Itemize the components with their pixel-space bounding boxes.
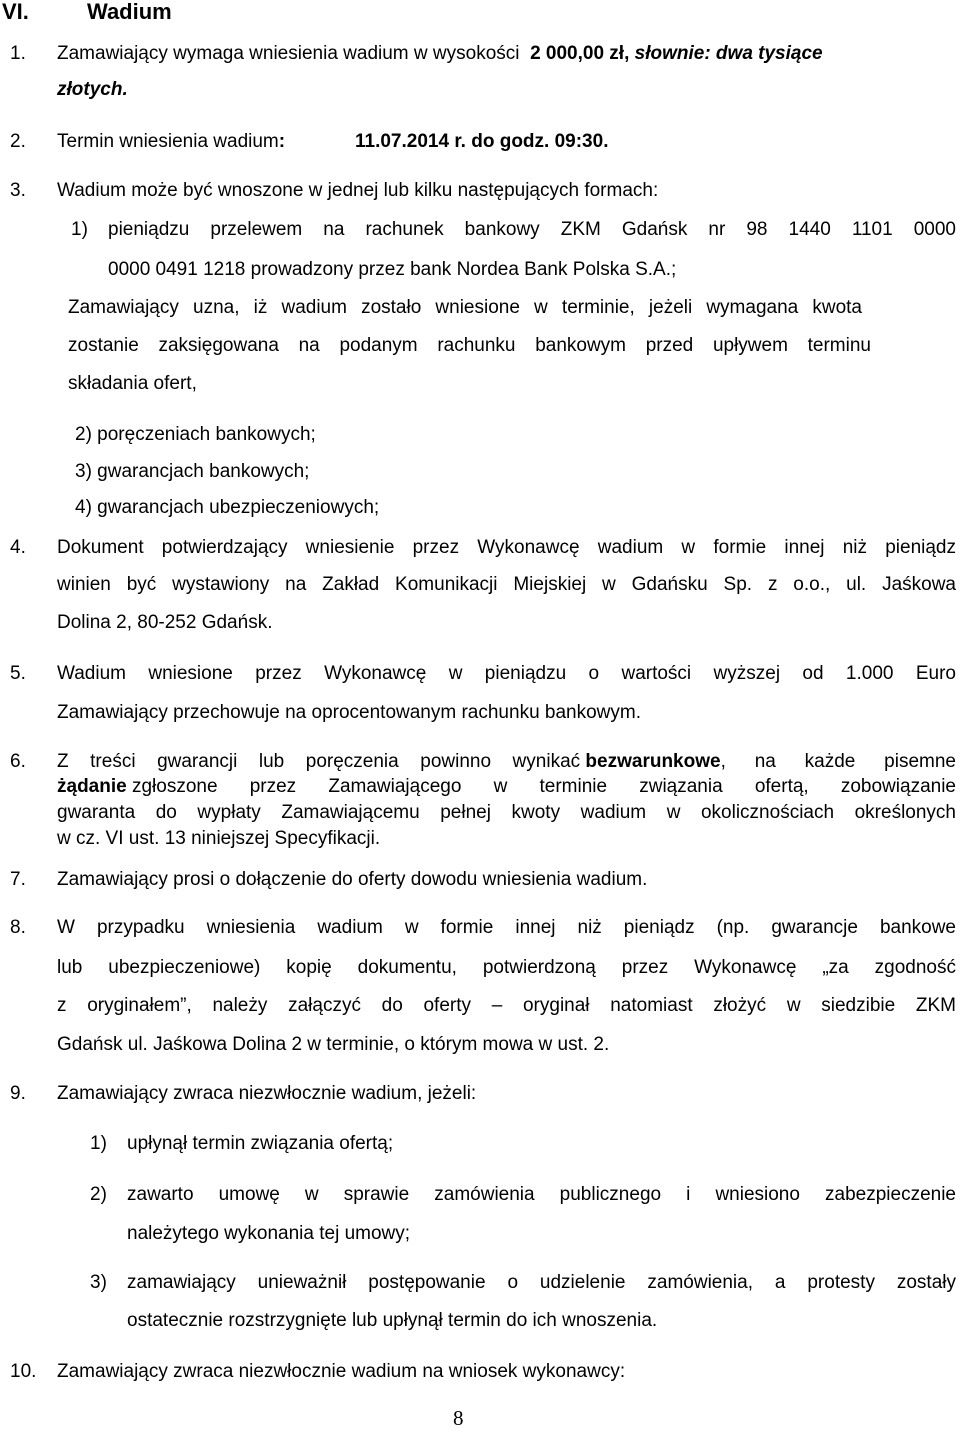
- item-1-amount: 2 000,00 zł,: [530, 43, 630, 64]
- item-3-note-line-3: składania ofert,: [68, 373, 197, 394]
- item-4-line-2: winien być wystawiony na Zakład Komunikacji Miejskiej w Gdańsku Sp. z o.o., ul. Jaśkowa: [57, 574, 956, 595]
- item-9-sub-1-number: 1): [90, 1133, 107, 1154]
- item-3-form-4: 4) gwarancjach ubezpieczeniowych;: [75, 497, 380, 518]
- section-number: VI.: [2, 0, 29, 24]
- item-3-form-1-number: 1): [71, 219, 88, 240]
- item-number-7: 7.: [10, 869, 26, 890]
- item-1-lead: Zamawiający wymaga wniesienia wadium w wysokości: [57, 43, 520, 64]
- item-8-line-3: z oryginałem”, należy załączyć do oferty – oryginał natomiast złożyć w siedzibie ZKM: [57, 995, 956, 1016]
- item-6-unconditional: bezwarunkowe: [585, 751, 721, 772]
- item-number-6: 6.: [10, 751, 26, 772]
- item-9-sub-2-line-2: należytego wykonania tej umowy;: [127, 1223, 411, 1244]
- item-9-sub-3-line-1: zamawiający unieważnił postępowanie o udzielenie zamówienia, a protesty zostały: [127, 1272, 956, 1293]
- item-2-lead: Termin wniesienia wadium: [57, 131, 279, 152]
- item-5-line-1: Wadium wniesione przez Wykonawcę w pieniądzu o wartości wyższej od 1.000 Euro: [57, 663, 956, 684]
- item-3-lead: Wadium może być wnoszone w jednej lub kilku następujących formach:: [57, 180, 659, 201]
- item-8-line-4: Gdańsk ul. Jaśkowa Dolina 2 w terminie, o którym mowa w ust. 2.: [57, 1034, 610, 1055]
- item-6-line-4: w cz. VI ust. 13 niniejszej Specyfikacji.: [57, 828, 381, 849]
- item-3-form-1-line-2: 0000 0491 1218 prowadzony przez bank Nordea Bank Polska S.A.;: [108, 259, 677, 280]
- item-number-1: 1.: [10, 43, 26, 64]
- item-10-line-1: Zamawiający zwraca niezwłocznie wadium na wniosek wykonawcy:: [57, 1361, 626, 1382]
- item-2-colon: :: [278, 131, 286, 152]
- item-number-3: 3.: [10, 180, 26, 201]
- item-9-sub-3-number: 3): [90, 1272, 107, 1293]
- page-number: 8: [453, 1406, 464, 1430]
- item-3-note-line-1: Zamawiający uzna, iż wadium zostało wniesione w terminie, jeżeli wymagana kwota: [68, 297, 862, 318]
- item-6-line-1: [57, 751, 956, 773]
- item-7-line-1: Zamawiający prosi o dołączenie do oferty dowodu wniesienia wadium.: [57, 869, 648, 890]
- item-9-sub-3-line-2: ostatecznie rozstrzygnięte lub upłynął termin do ich wnoszenia.: [127, 1310, 658, 1331]
- item-6-line-1-tail: , na każde pisemne: [720, 751, 956, 772]
- item-1-amount-words: słownie: dwa tysiące: [634, 43, 823, 64]
- item-6-line-3: gwaranta do wypłaty Zamawiającemu pełnej kwoty wadium w okolicznościach określonych: [57, 802, 956, 823]
- item-4-line-1: Dokument potwierdzający wniesienie przez Wykonawcę wadium w formie innej niż pieniądz: [57, 537, 956, 558]
- item-9-sub-2-line-1: zawarto umowę w sprawie zamówienia publicznego i wniesiono zabezpieczenie: [127, 1184, 956, 1205]
- item-1-line-1: [57, 43, 823, 65]
- item-number-5: 5.: [10, 663, 26, 684]
- item-8-line-2: lub ubezpieczeniowe) kopię dokumentu, potwierdzoną przez Wykonawcę „za zgodność: [57, 957, 956, 978]
- item-9-sub-1: upłynął termin związania ofertą;: [127, 1133, 394, 1154]
- item-3-note-line-2: zostanie zaksięgowana na podanym rachunku bankowym przed upływem terminu: [68, 335, 871, 356]
- item-number-9: 9.: [10, 1083, 26, 1104]
- item-number-10: 10.: [10, 1361, 37, 1382]
- item-1-line-2: złotych.: [57, 79, 128, 100]
- item-9-sub-2-number: 2): [90, 1184, 107, 1205]
- item-3-form-3: 3) gwarancjach bankowych;: [75, 461, 310, 482]
- section-title: Wadium: [87, 0, 172, 24]
- item-5-line-2: Zamawiający przechowuje na oprocentowanym rachunku bankowym.: [57, 702, 642, 723]
- item-number-2: 2.: [10, 131, 26, 152]
- item-number-4: 4.: [10, 537, 26, 558]
- item-6-line-1-lead: Z treści gwarancji lub poręczenia powinno wynikać: [57, 751, 581, 772]
- item-8-line-1: W przypadku wniesienia wadium w formie innej niż pieniądz (np. gwarancje bankowe: [57, 917, 956, 938]
- item-4-line-3: Dolina 2, 80-252 Gdańsk.: [57, 612, 273, 633]
- item-3-form-2: 2) poręczeniach bankowych;: [75, 424, 316, 445]
- item-2-line-1: [57, 131, 285, 153]
- item-number-8: 8.: [10, 917, 26, 938]
- item-2-date: 11.07.2014 r. do godz. 09:30.: [355, 131, 609, 152]
- item-6-line-2-rest: zgłoszone przez Zamawiającego w terminie związania ofertą, zobowiązanie: [131, 776, 956, 797]
- item-9-lead: Zamawiający zwraca niezwłocznie wadium, jeżeli:: [57, 1083, 477, 1104]
- item-6-demand: żądanie: [57, 776, 127, 797]
- item-6-line-2: [57, 776, 956, 798]
- item-3-form-1-line-1: pieniądzu przelewem na rachunek bankowy ZKM Gdańsk nr 98 1440 1101 0000: [108, 219, 956, 240]
